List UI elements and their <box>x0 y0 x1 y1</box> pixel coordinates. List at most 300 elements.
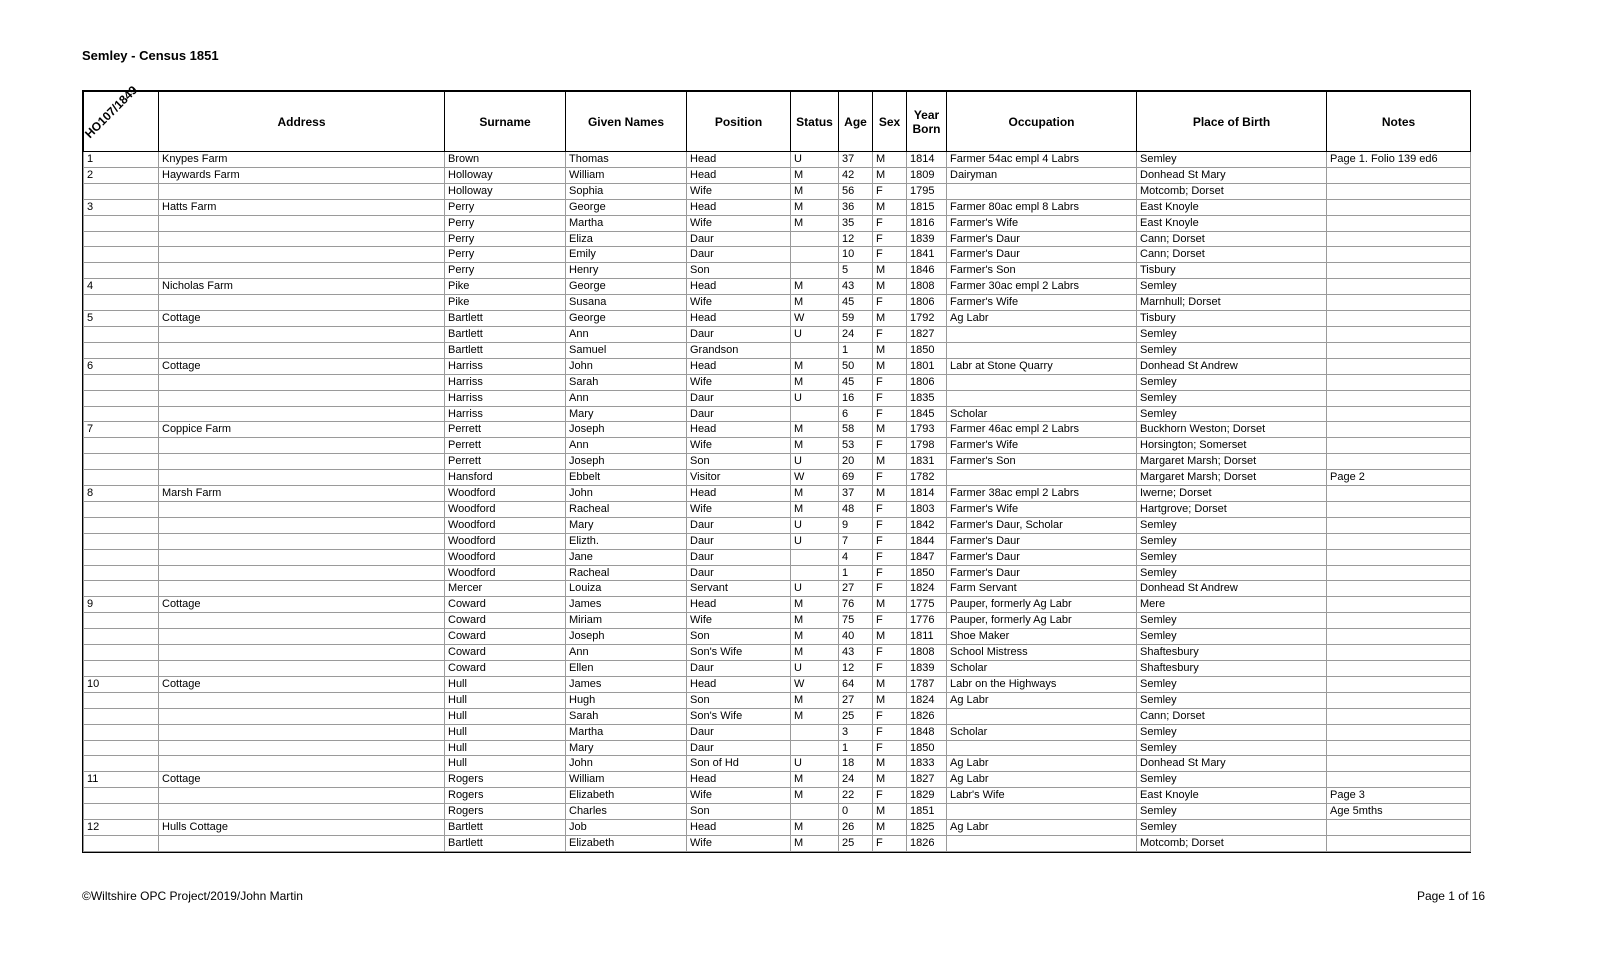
cell-position: Head <box>687 152 791 168</box>
cell-given: Susana <box>566 295 687 311</box>
cell-status: U <box>791 390 839 406</box>
cell-status <box>791 740 839 756</box>
cell-age: 45 <box>839 295 873 311</box>
cell-position: Head <box>687 422 791 438</box>
cell-address <box>159 501 445 517</box>
cell-status: M <box>791 692 839 708</box>
cell-year_born: 1827 <box>907 772 947 788</box>
table-row <box>84 422 1471 438</box>
cell-ref: 10 <box>84 676 159 692</box>
column-header-age: Age <box>839 92 873 152</box>
cell-birthplace: Semley <box>1137 326 1327 342</box>
cell-surname: Harriss <box>445 358 566 374</box>
cell-address: Cottage <box>159 358 445 374</box>
cell-notes <box>1327 597 1471 613</box>
cell-sex: F <box>873 470 907 486</box>
cell-position: Head <box>687 167 791 183</box>
cell-notes <box>1327 517 1471 533</box>
cell-age: 1 <box>839 740 873 756</box>
cell-year_born: 1798 <box>907 438 947 454</box>
cell-status: U <box>791 661 839 677</box>
cell-status <box>791 406 839 422</box>
cell-status: M <box>791 167 839 183</box>
cell-birthplace: Semley <box>1137 692 1327 708</box>
table-row <box>84 724 1471 740</box>
cell-year_born: 1824 <box>907 581 947 597</box>
cell-sex: F <box>873 645 907 661</box>
cell-status: M <box>791 279 839 295</box>
cell-position: Wife <box>687 613 791 629</box>
cell-year_born: 1842 <box>907 517 947 533</box>
cell-surname: Bartlett <box>445 820 566 836</box>
cell-birthplace: Hartgrove; Dorset <box>1137 501 1327 517</box>
cell-status: M <box>791 613 839 629</box>
cell-address: Marsh Farm <box>159 486 445 502</box>
cell-birthplace: Donhead St Andrew <box>1137 358 1327 374</box>
cell-position: Grandson <box>687 342 791 358</box>
cell-status: U <box>791 581 839 597</box>
cell-position: Wife <box>687 215 791 231</box>
cell-ref: 1 <box>84 152 159 168</box>
cell-birthplace: Donhead St Andrew <box>1137 581 1327 597</box>
cell-address <box>159 517 445 533</box>
cell-sex: M <box>873 486 907 502</box>
cell-address <box>159 724 445 740</box>
cell-year_born: 1808 <box>907 279 947 295</box>
cell-sex: F <box>873 708 907 724</box>
cell-address <box>159 756 445 772</box>
cell-status: U <box>791 756 839 772</box>
table-row <box>84 756 1471 772</box>
cell-occupation: Farmer's Daur, Scholar <box>947 517 1137 533</box>
cell-age: 1 <box>839 565 873 581</box>
cell-age: 35 <box>839 215 873 231</box>
cell-age: 6 <box>839 406 873 422</box>
cell-sex: F <box>873 740 907 756</box>
cell-year_born: 1803 <box>907 501 947 517</box>
cell-year_born: 1850 <box>907 565 947 581</box>
table-row <box>84 374 1471 390</box>
cell-occupation <box>947 342 1137 358</box>
cell-position: Daur <box>687 661 791 677</box>
cell-given: Thomas <box>566 152 687 168</box>
table-row <box>84 804 1471 820</box>
cell-year_born: 1814 <box>907 486 947 502</box>
table-row <box>84 263 1471 279</box>
cell-ref <box>84 788 159 804</box>
cell-ref <box>84 374 159 390</box>
cell-surname: Hansford <box>445 470 566 486</box>
cell-notes <box>1327 486 1471 502</box>
cell-sex: F <box>873 183 907 199</box>
cell-birthplace: Semley <box>1137 629 1327 645</box>
cell-address <box>159 454 445 470</box>
cell-year_born: 1808 <box>907 645 947 661</box>
footer-page-number: Page 1 of 16 <box>1416 889 1485 903</box>
cell-surname: Bartlett <box>445 326 566 342</box>
cell-age: 40 <box>839 629 873 645</box>
cell-birthplace: Semley <box>1137 804 1327 820</box>
cell-sex: M <box>873 597 907 613</box>
table-row <box>84 311 1471 327</box>
cell-notes <box>1327 708 1471 724</box>
cell-sex: M <box>873 167 907 183</box>
cell-position: Son's Wife <box>687 708 791 724</box>
cell-age: 22 <box>839 788 873 804</box>
cell-year_born: 1831 <box>907 454 947 470</box>
cell-given: John <box>566 486 687 502</box>
cell-given: Samuel <box>566 342 687 358</box>
cell-year_born: 1792 <box>907 311 947 327</box>
cell-status: M <box>791 422 839 438</box>
cell-age: 43 <box>839 279 873 295</box>
cell-notes <box>1327 501 1471 517</box>
column-header-status: Status <box>791 92 839 152</box>
cell-year_born: 1815 <box>907 199 947 215</box>
cell-given: Emily <box>566 247 687 263</box>
cell-status <box>791 565 839 581</box>
cell-position: Head <box>687 597 791 613</box>
cell-position: Son's Wife <box>687 645 791 661</box>
cell-surname: Holloway <box>445 167 566 183</box>
cell-ref <box>84 390 159 406</box>
cell-notes <box>1327 295 1471 311</box>
cell-year_born: 1816 <box>907 215 947 231</box>
cell-year_born: 1846 <box>907 263 947 279</box>
cell-given: Charles <box>566 804 687 820</box>
census-table-frame <box>82 82 1471 853</box>
table-row <box>84 295 1471 311</box>
cell-given: Joseph <box>566 422 687 438</box>
table-row <box>84 406 1471 422</box>
cell-sex: F <box>873 215 907 231</box>
cell-birthplace: Cann; Dorset <box>1137 247 1327 263</box>
column-header-ref <box>82 82 159 152</box>
cell-given: Elizabeth <box>566 788 687 804</box>
cell-birthplace: Motcomb; Dorset <box>1137 183 1327 199</box>
cell-birthplace: Semley <box>1137 517 1327 533</box>
cell-occupation: Farmer 46ac empl 2 Labrs <box>947 422 1137 438</box>
cell-birthplace: Cann; Dorset <box>1137 231 1327 247</box>
cell-status <box>791 724 839 740</box>
cell-sex: F <box>873 231 907 247</box>
cell-birthplace: Semley <box>1137 406 1327 422</box>
cell-occupation <box>947 470 1137 486</box>
cell-given: Elizth. <box>566 533 687 549</box>
cell-position: Daur <box>687 390 791 406</box>
cell-given: Jane <box>566 549 687 565</box>
column-header-sex: Sex <box>873 92 907 152</box>
cell-position: Head <box>687 772 791 788</box>
cell-notes <box>1327 581 1471 597</box>
cell-ref <box>84 231 159 247</box>
cell-ref: 5 <box>84 311 159 327</box>
cell-ref <box>84 661 159 677</box>
cell-age: 18 <box>839 756 873 772</box>
cell-birthplace: Shaftesbury <box>1137 645 1327 661</box>
cell-sex: F <box>873 788 907 804</box>
cell-address <box>159 708 445 724</box>
cell-address <box>159 661 445 677</box>
cell-surname: Woodford <box>445 486 566 502</box>
cell-given: Eliza <box>566 231 687 247</box>
cell-given: Elizabeth <box>566 835 687 851</box>
cell-surname: Hull <box>445 740 566 756</box>
cell-position: Head <box>687 676 791 692</box>
cell-age: 69 <box>839 470 873 486</box>
cell-ref <box>84 326 159 342</box>
cell-occupation: Farmer's Daur <box>947 231 1137 247</box>
cell-notes <box>1327 549 1471 565</box>
cell-ref <box>84 342 159 358</box>
cell-occupation: Pauper, formerly Ag Labr <box>947 597 1137 613</box>
cell-status: W <box>791 676 839 692</box>
cell-sex: F <box>873 326 907 342</box>
cell-position: Servant <box>687 581 791 597</box>
cell-address <box>159 835 445 851</box>
cell-sex: M <box>873 279 907 295</box>
cell-status: M <box>791 772 839 788</box>
cell-notes <box>1327 772 1471 788</box>
cell-given: Ann <box>566 326 687 342</box>
cell-status: U <box>791 533 839 549</box>
cell-age: 76 <box>839 597 873 613</box>
cell-address <box>159 645 445 661</box>
cell-given: John <box>566 358 687 374</box>
table-row <box>84 772 1471 788</box>
cell-birthplace: Horsington; Somerset <box>1137 438 1327 454</box>
cell-occupation <box>947 708 1137 724</box>
cell-given: George <box>566 311 687 327</box>
cell-occupation: Farmer 30ac empl 2 Labrs <box>947 279 1137 295</box>
cell-occupation: Dairyman <box>947 167 1137 183</box>
cell-surname: Coward <box>445 613 566 629</box>
cell-age: 27 <box>839 692 873 708</box>
cell-sex: M <box>873 676 907 692</box>
cell-surname: Coward <box>445 661 566 677</box>
cell-surname: Hull <box>445 708 566 724</box>
cell-age: 37 <box>839 486 873 502</box>
table-row <box>84 820 1471 836</box>
cell-age: 24 <box>839 326 873 342</box>
cell-notes <box>1327 438 1471 454</box>
cell-age: 48 <box>839 501 873 517</box>
cell-surname: Rogers <box>445 804 566 820</box>
cell-status: M <box>791 501 839 517</box>
cell-surname: Perrett <box>445 438 566 454</box>
cell-age: 45 <box>839 374 873 390</box>
cell-address <box>159 533 445 549</box>
cell-given: Mary <box>566 740 687 756</box>
table-row <box>84 629 1471 645</box>
cell-address: Cottage <box>159 311 445 327</box>
table-row <box>84 740 1471 756</box>
table-row <box>84 676 1471 692</box>
cell-given: George <box>566 279 687 295</box>
cell-year_born: 1839 <box>907 231 947 247</box>
cell-given: Joseph <box>566 454 687 470</box>
cell-sex: F <box>873 517 907 533</box>
cell-status: M <box>791 486 839 502</box>
cell-surname: Bartlett <box>445 311 566 327</box>
cell-position: Head <box>687 279 791 295</box>
cell-year_born: 1809 <box>907 167 947 183</box>
cell-status <box>791 804 839 820</box>
cell-sex: F <box>873 661 907 677</box>
table-row <box>84 533 1471 549</box>
cell-occupation: Farmer 38ac empl 2 Labrs <box>947 486 1137 502</box>
cell-position: Wife <box>687 295 791 311</box>
cell-address <box>159 231 445 247</box>
cell-surname: Perry <box>445 247 566 263</box>
cell-position: Son <box>687 454 791 470</box>
cell-notes: Page 3 <box>1327 788 1471 804</box>
cell-sex: F <box>873 295 907 311</box>
cell-age: 27 <box>839 581 873 597</box>
cell-year_born: 1841 <box>907 247 947 263</box>
cell-sex: F <box>873 438 907 454</box>
cell-birthplace: Semley <box>1137 724 1327 740</box>
cell-notes <box>1327 342 1471 358</box>
cell-year_born: 1806 <box>907 295 947 311</box>
cell-sex: F <box>873 501 907 517</box>
cell-position: Daur <box>687 740 791 756</box>
cell-ref: 12 <box>84 820 159 836</box>
table-row <box>84 549 1471 565</box>
cell-status: M <box>791 374 839 390</box>
cell-occupation <box>947 804 1137 820</box>
cell-occupation: Shoe Maker <box>947 629 1137 645</box>
cell-age: 12 <box>839 661 873 677</box>
cell-position: Visitor <box>687 470 791 486</box>
cell-birthplace: Semley <box>1137 820 1327 836</box>
cell-address <box>159 629 445 645</box>
cell-address <box>159 565 445 581</box>
cell-year_born: 1827 <box>907 326 947 342</box>
cell-notes <box>1327 692 1471 708</box>
column-header-occupation: Occupation <box>947 92 1137 152</box>
cell-given: Mary <box>566 406 687 422</box>
cell-address: Cottage <box>159 676 445 692</box>
table-row <box>84 661 1471 677</box>
cell-sex: M <box>873 342 907 358</box>
cell-notes <box>1327 167 1471 183</box>
cell-occupation <box>947 326 1137 342</box>
cell-occupation <box>947 390 1137 406</box>
table-row <box>84 183 1471 199</box>
cell-ref <box>84 629 159 645</box>
cell-birthplace: Semley <box>1137 549 1327 565</box>
cell-notes <box>1327 215 1471 231</box>
cell-ref <box>84 215 159 231</box>
cell-address <box>159 342 445 358</box>
cell-sex: M <box>873 263 907 279</box>
cell-surname: Mercer <box>445 581 566 597</box>
cell-age: 10 <box>839 247 873 263</box>
cell-sex: F <box>873 374 907 390</box>
cell-position: Son <box>687 263 791 279</box>
cell-status: M <box>791 629 839 645</box>
cell-ref: 11 <box>84 772 159 788</box>
cell-occupation: Farmer's Wife <box>947 215 1137 231</box>
cell-notes <box>1327 422 1471 438</box>
cell-year_born: 1835 <box>907 390 947 406</box>
cell-surname: Woodford <box>445 565 566 581</box>
cell-surname: Bartlett <box>445 342 566 358</box>
column-header-ref-label: HO107/1849 <box>82 82 141 141</box>
cell-given: William <box>566 772 687 788</box>
cell-sex: M <box>873 772 907 788</box>
cell-occupation: Ag Labr <box>947 820 1137 836</box>
cell-surname: Perry <box>445 231 566 247</box>
table-row <box>84 486 1471 502</box>
page-title: Semley - Census 1851 <box>82 48 219 63</box>
cell-birthplace: Semley <box>1137 676 1327 692</box>
cell-notes <box>1327 231 1471 247</box>
table-header-row <box>84 92 1471 152</box>
cell-address <box>159 374 445 390</box>
cell-position: Head <box>687 199 791 215</box>
cell-position: Son <box>687 629 791 645</box>
table-row <box>84 470 1471 486</box>
cell-birthplace: Semley <box>1137 565 1327 581</box>
cell-occupation: Scholar <box>947 724 1137 740</box>
cell-status: M <box>791 183 839 199</box>
cell-address: Cottage <box>159 772 445 788</box>
cell-year_born: 1775 <box>907 597 947 613</box>
table-row <box>84 517 1471 533</box>
cell-address <box>159 581 445 597</box>
cell-surname: Pike <box>445 295 566 311</box>
cell-given: Henry <box>566 263 687 279</box>
cell-position: Daur <box>687 565 791 581</box>
cell-ref <box>84 533 159 549</box>
cell-position: Wife <box>687 835 791 851</box>
cell-notes <box>1327 279 1471 295</box>
cell-status: M <box>791 438 839 454</box>
cell-sex: M <box>873 311 907 327</box>
cell-surname: Woodford <box>445 517 566 533</box>
cell-status: M <box>791 597 839 613</box>
cell-notes: Page 2 <box>1327 470 1471 486</box>
table-row <box>84 215 1471 231</box>
cell-sex: F <box>873 533 907 549</box>
table-row <box>84 247 1471 263</box>
cell-address: Nicholas Farm <box>159 279 445 295</box>
footer-credit: ©Wiltshire OPC Project/2019/John Martin <box>82 889 303 903</box>
cell-ref <box>84 470 159 486</box>
cell-status: M <box>791 788 839 804</box>
cell-position: Daur <box>687 517 791 533</box>
cell-position: Wife <box>687 788 791 804</box>
cell-year_born: 1850 <box>907 740 947 756</box>
cell-given: Sarah <box>566 374 687 390</box>
table-row <box>84 167 1471 183</box>
cell-ref <box>84 708 159 724</box>
cell-sex: M <box>873 199 907 215</box>
cell-ref <box>84 438 159 454</box>
cell-year_born: 1848 <box>907 724 947 740</box>
cell-surname: Harriss <box>445 390 566 406</box>
cell-ref <box>84 804 159 820</box>
cell-ref: 9 <box>84 597 159 613</box>
cell-address: Cottage <box>159 597 445 613</box>
cell-notes <box>1327 676 1471 692</box>
cell-address: Knypes Farm <box>159 152 445 168</box>
cell-sex: F <box>873 406 907 422</box>
cell-year_born: 1850 <box>907 342 947 358</box>
cell-notes <box>1327 199 1471 215</box>
